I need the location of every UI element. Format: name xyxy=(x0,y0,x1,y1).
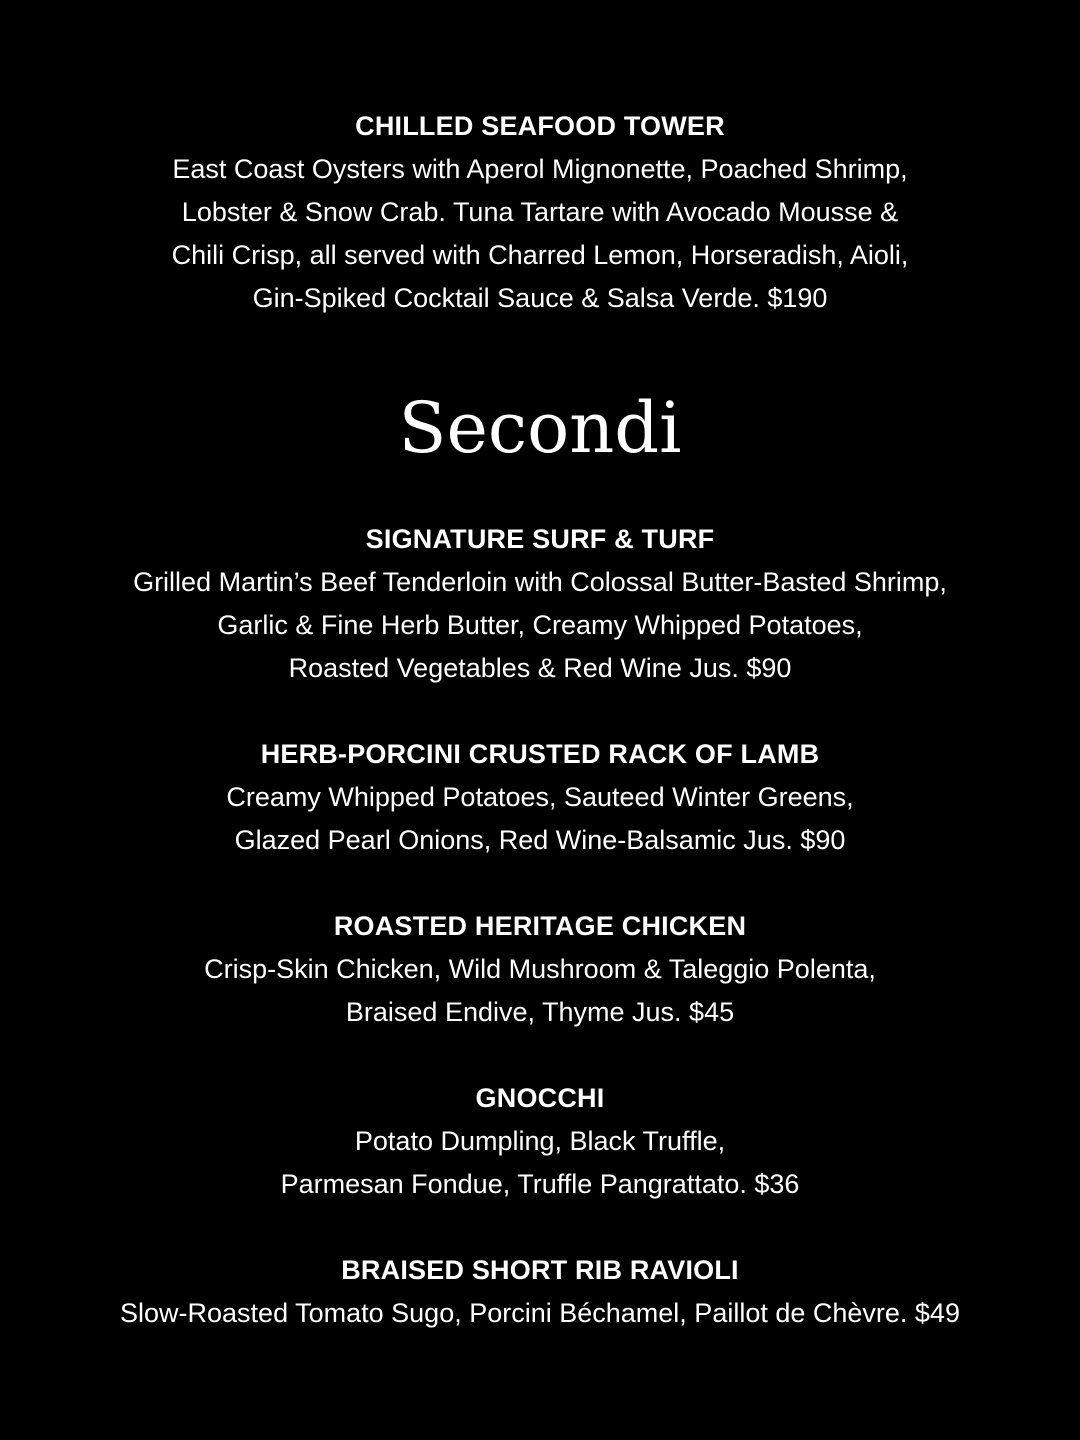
menu-item-name: CHILLED SEAFOOD TOWER xyxy=(355,111,725,141)
menu-item-name: SIGNATURE SURF & TURF xyxy=(365,524,715,554)
menu-item-description-line: Glazed Pearl Onions, Red Wine-Balsamic Jus. $90 xyxy=(234,825,846,855)
menu-item-rack-of-lamb xyxy=(0,733,1080,862)
menu-item-name: GNOCCHI xyxy=(475,1083,605,1113)
menu-item-description-line: Potato Dumpling, Black Truffle, xyxy=(354,1126,726,1156)
menu-item-description-line: East Coast Oysters with Aperol Mignonette, Poached Shrimp, xyxy=(172,154,908,184)
menu-item-name: ROASTED HERITAGE CHICKEN xyxy=(333,911,747,941)
menu-item-description-line: Roasted Vegetables & Red Wine Jus. $90 xyxy=(288,653,792,683)
menu-item-signature-surf-and-turf xyxy=(0,518,1080,690)
menu-item-description-line: Parmesan Fondue, Truffle Pangrattato. $36 xyxy=(280,1169,800,1199)
menu-item-description-line: Creamy Whipped Potatoes, Sauteed Winter Greens, xyxy=(226,782,854,812)
menu-item-description-line: Grilled Martin’s Beef Tenderloin with Colossal Butter-Basted Shrimp, xyxy=(133,567,947,597)
menu-item-description-line: Slow-Roasted Tomato Sugo, Porcini Béchamel, Paillot de Chèvre. $49 xyxy=(120,1298,960,1328)
menu-item-chilled-seafood-tower xyxy=(0,105,1080,320)
menu-item-description-line: Garlic & Fine Herb Butter, Creamy Whipped Potatoes, xyxy=(217,610,863,640)
menu-item-description-line: Lobster & Snow Crab. Tuna Tartare with Avocado Mousse & xyxy=(181,197,899,227)
menu-item-roasted-heritage-chicken xyxy=(0,905,1080,1034)
menu-item-description-line: Chili Crisp, all served with Charred Lemon, Horseradish, Aioli, xyxy=(171,240,909,270)
menu-item-gnocchi xyxy=(0,1077,1080,1206)
menu-item-name: HERB-PORCINI CRUSTED RACK OF LAMB xyxy=(260,739,820,769)
menu-item-description-line: Crisp-Skin Chicken, Wild Mushroom & Taleggio Polenta, xyxy=(204,954,876,984)
menu-item-name: BRAISED SHORT RIB RAVIOLI xyxy=(341,1255,739,1285)
menu-item-description-line: Gin-Spiked Cocktail Sauce & Salsa Verde. $190 xyxy=(252,283,828,313)
menu-item-description-line: Braised Endive, Thyme Jus. $45 xyxy=(345,997,735,1027)
menu-item-braised-short-rib-ravioli xyxy=(0,1249,1080,1335)
section-title: Secondi xyxy=(398,387,682,469)
